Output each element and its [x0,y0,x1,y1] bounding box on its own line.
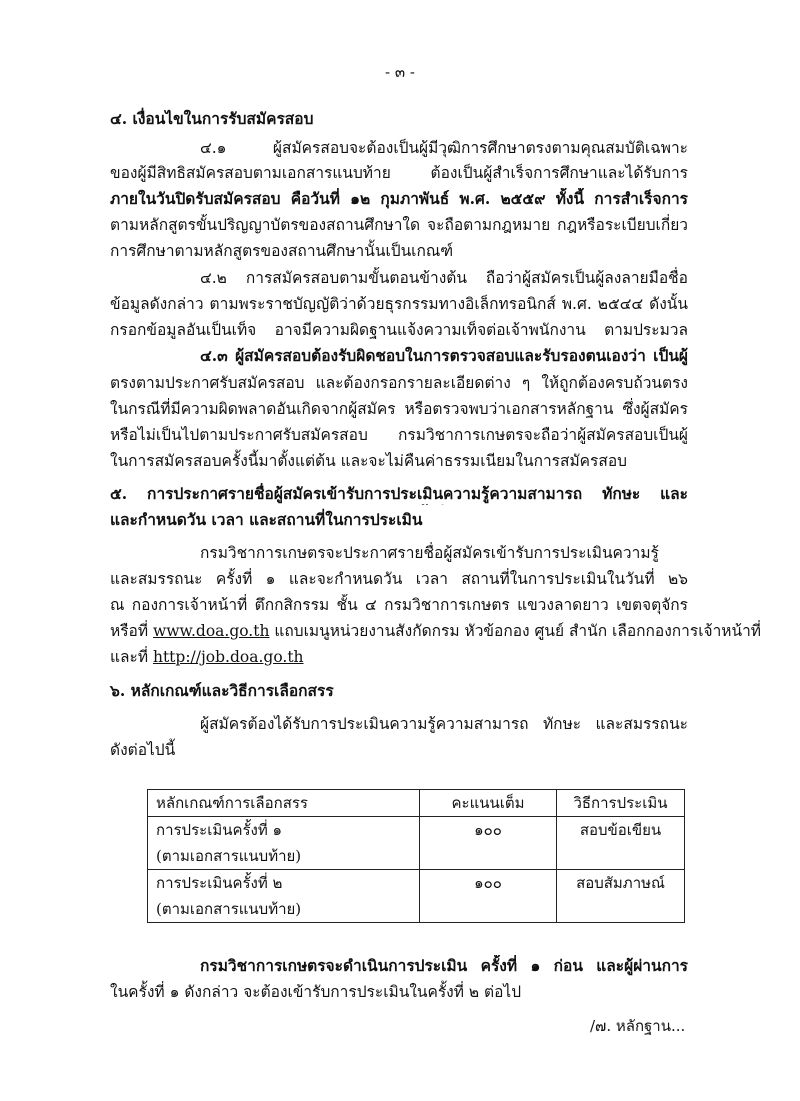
table-cell-method: สอบสัมภาษณ์ [557,870,685,923]
paragraph-4-1-line: ภายในวันปิดรับสมัครสอบ คือวันที่ ๑๒ กุมภาพันธ์ พ.ศ. ๒๕๕๙ ทั้งนี้ การสำเร็จการ [110,189,688,208]
table-row [148,870,685,923]
table-cell-score: ๑๐๐ [420,870,557,923]
section-5-heading: ๕. การประกาศรายชื่อผู้สมัครเข้ารับการประเมินความรู้ความสามารถ ทักษะ และ [110,484,688,503]
table-cell-score: ๑๐๐ [420,817,557,870]
criteria-title: การประเมินครั้งที่ ๒ [156,874,283,892]
table-cell-method: สอบข้อเขียน [557,817,685,870]
page-number: - ๓ - [385,63,415,81]
paragraph-4-1-line: ของผู้มีสิทธิสมัครสอบตามเอกสารแนบท้าย ต้องเป็นผู้สำเร็จการศึกษาและได้รับการ [110,164,688,182]
criteria-title: การประเมินครั้งที่ ๑ [156,821,283,839]
line-suffix: แถบเมนูหน่วยงานสังกัดกรม หัวข้อกอง ศูนย์ สำนัก เลือกกองการเจ้าหน้าที่ [274,622,762,640]
paragraph-4-2-line: กรอกข้อมูลอันเป็นเท็จ อาจมีความผิดฐานแจ้งความเท็จต่อเจ้าพนักงาน ตามประมวล [110,321,688,339]
section-5-body-line [110,646,304,668]
table-header-row [148,790,685,817]
paragraph-4-1-line: การศึกษาตามหลักสูตรของสถานศึกษานั้นเป็นเกณฑ์ [110,242,454,260]
paragraph-4-1-line: ๔.๑ ผู้สมัครสอบจะต้องเป็นผู้มีวุฒิการศึกษาตรงตามคุณสมบัติเฉพาะ [200,139,688,157]
paragraph-4-2-line: ๔.๒ การสมัครสอบตามขั้นตอนข้างต้น ถือว่าผู้สมัครเป็นผู้ลงลายมือชื่อ [200,269,688,287]
section-5-body-line: กรมวิชาการเกษตรจะประกาศรายชื่อผู้สมัครเข้ารับการประเมินความรู้ [200,544,659,562]
line-prefix: และที่ [110,648,149,666]
paragraph-4-3-line: ตรงตามประกาศรับสมัครสอบ และต้องกรอกรายละเอียดต่าง ๆ ให้ถูกต้องครบถ้วนตรง [110,374,688,392]
job-website-link[interactable]: http://job.doa.go.th [152,648,304,666]
next-page-continuation: /๗. หลักฐาน... [590,1017,686,1035]
section-5-body-line [110,620,762,642]
paragraph-4-2-line: ข้อมูลดังกล่าว ตามพระราชบัญญัติว่าด้วยธุรกรรมทางอิเล็กทรอนิกส์ พ.ศ. ๒๕๔๔ ดังนั้น [110,295,688,313]
section-4-heading: ๔. เงื่อนไขในการรับสมัครสอบ [110,109,314,128]
paragraph-4-3-line: ในกรณีที่มีความผิดพลาดอันเกิดจากผู้สมัคร หรือตรวจพบว่าเอกสารหลักฐาน ซึ่งผู้สมัคร [110,400,688,418]
criteria-note: (ตามเอกสารแนบท้าย) [156,847,302,865]
section-5-body-line: ณ กองการเจ้าหน้าที่ ตึกกสิกรรม ชั้น ๔ กรมวิชาการเกษตร แขวงลาดยาว เขตจตุจักร [110,596,688,614]
criteria-note: (ตามเอกสารแนบท้าย) [156,900,302,918]
section-5-heading: และกำหนดวัน เวลา และสถานที่ในการประเมิน [110,510,423,529]
selection-criteria-table [147,789,685,923]
table-cell-criteria [148,817,420,870]
line-prefix: หรือที่ [110,622,149,640]
section-6-intro-line: ดังต่อไปนี้ [110,741,176,759]
table-row [148,817,685,870]
section-6-closing-line: กรมวิชาการเกษตรจะดำเนินการประเมิน ครั้งที่ ๑ ก่อน และผู้ผ่านการ [200,956,688,975]
table-header: คะแนนเต็ม [420,790,557,817]
doa-website-link[interactable]: www.doa.go.th [153,622,270,640]
section-6-heading: ๖. หลักเกณฑ์และวิธีการเลือกสรร [110,681,334,700]
section-5-body-line: และสมรรถนะ ครั้งที่ ๑ และจะกำหนดวัน เวลา สถานที่ในการประเมินในวันที่ ๒๖ [110,570,688,588]
paragraph-4-3-line: ๔.๓ ผู้สมัครสอบต้องรับผิดชอบในการตรวจสอบและรับรองตนเองว่า เป็นผู้ [200,346,688,365]
section-6-closing-line: ในครั้งที่ ๑ ดังกล่าว จะต้องเข้ารับการประเมินในครั้งที่ ๒ ต่อไป [110,983,522,1001]
paragraph-4-1-line: ตามหลักสูตรขั้นปริญญาบัตรของสถานศึกษาใด จะถือตามกฎหมาย กฎหรือระเบียบเกี่ยว [110,216,688,234]
paragraph-4-3-line: หรือไม่เป็นไปตามประกาศรับสมัครสอบ กรมวิชาการเกษตรจะถือว่าผู้สมัครสอบเป็นผู้ [110,426,688,444]
table-cell-criteria [148,870,420,923]
section-6-intro-line: ผู้สมัครต้องได้รับการประเมินความรู้ความสามารถ ทักษะ และสมรรถนะ [200,715,688,733]
table-header: หลักเกณฑ์การเลือกสรร [148,790,420,817]
paragraph-4-3-line: ในการสมัครสอบครั้งนี้มาตั้งแต่ต้น และจะไม่คืนค่าธรรมเนียมในการสมัครสอบ [110,452,627,470]
table-header: วิธีการประเมิน [557,790,685,817]
